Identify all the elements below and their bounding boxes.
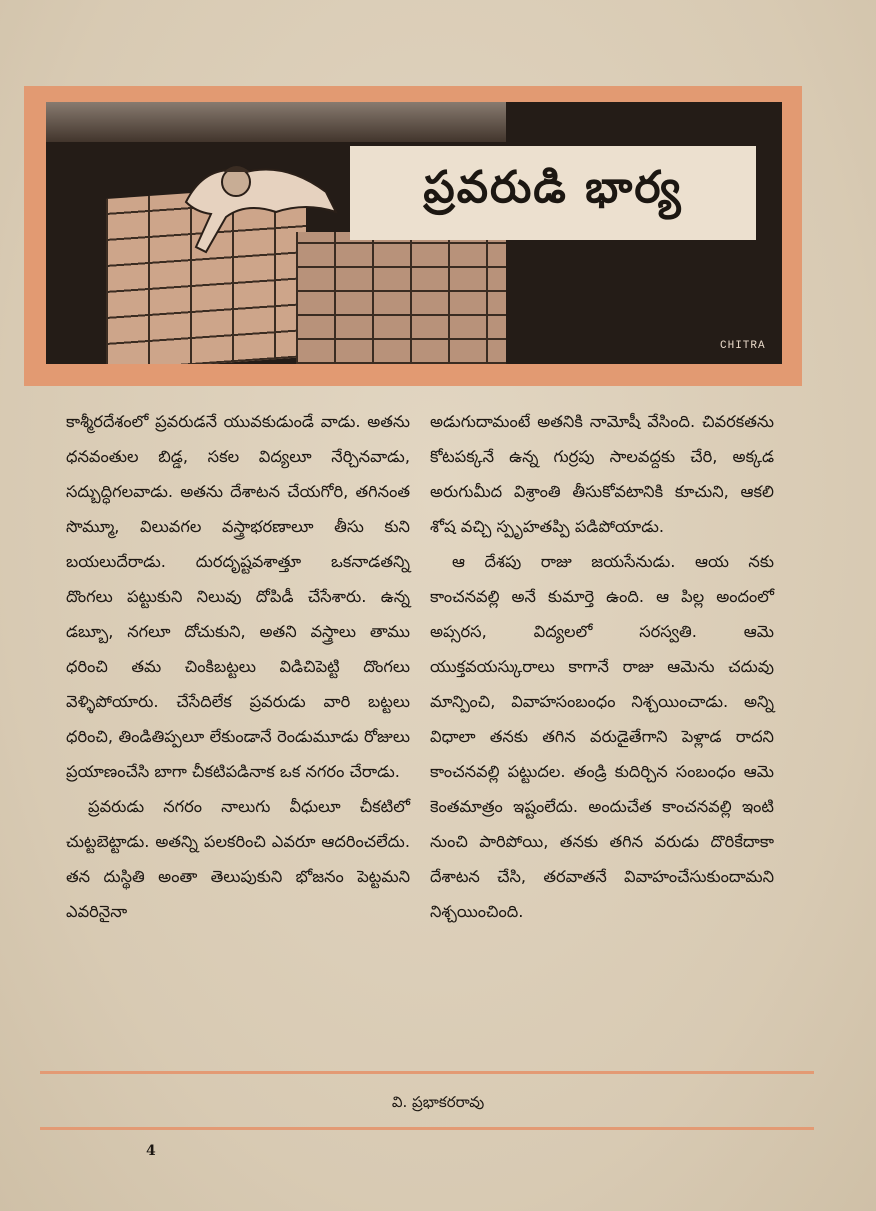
author-byline: వి. ప్రభాకరరావు — [391, 1093, 485, 1111]
right-column — [430, 404, 774, 929]
paragraph: ప్రవరుడు నగరం నాలుగు వీధులూ చీకటిలో చుట్టబెట్టాడు. అతన్ని పలకరించి ఎవరూ ఆదరించలేదు. తన దుస్థితి అంతా తెలుపుకుని భోజనం పెట్టమని ఎవరినైనా — [66, 797, 410, 921]
collapsed-man-illustration — [166, 142, 356, 262]
illustration — [46, 102, 782, 364]
page-number: 4 — [146, 1143, 156, 1159]
article-title: ప్రవరుడి భార్య — [423, 162, 683, 213]
article-body — [66, 404, 806, 1054]
divider-bottom — [40, 1127, 814, 1130]
left-column — [66, 404, 410, 929]
title-banner — [24, 86, 802, 386]
paragraph: అడుగుదామంటే అతనికి నామోషీ వేసింది. చివరకతను కోటపక్కనే ఉన్న గుర్రపు సాలవద్దకు చేరి, అక్కడ అరుగుమీద విశ్రాంతి తీసుకోవటానికి కూచుని, ఆకలి శోష వచ్చి స్పృహతప్పి పడిపోయాడు. — [430, 412, 774, 536]
illustration-sky — [46, 102, 506, 142]
paragraph: ఆ దేశపు రాజు జయసేనుడు. ఆయ నకు కాంచనవల్లి అనే కుమార్తె ఉంది. ఆ పిల్ల అందంలో అప్సరస, విద్యలలో సరస్వతి. ఆమె యుక్తవయస్కురాలు కాగానే రాజు ఆమెను చదువు మాన్పించి, వివాహసంబంధం నిశ్చయించాడు. అన్ని విధాలా తనకు తగిన వరుడైతేగాని పెళ్లాడ రాదని కాంచనవల్లి పట్టుదల. తండ్రి కుదిర్చిన సంబంధం ఆమె కెంతమాత్రం ఇష్టంలేదు. అందుచేత కాంచనవల్లి ఇంటి నుంచి పారిపోయి, తనకు తగిన వరుడు దొరికేదాకా దేశాటన చేసి, తరవాతనే వివాహంచేసుకుందామని నిశ్చయించింది. — [430, 552, 774, 921]
paragraph: కాశ్మీరదేశంలో ప్రవరుడనే యువకుడుండే వాడు. అతను ధనవంతుల బిడ్డ, సకల విద్యలూ నేర్చినవాడు, సద్బుద్ధిగలవాడు. అతను దేశాటన చేయగోరి, తగినంత సొమ్మూ, విలువగల వస్త్రాభరణాలూ తీసు కుని బయలుదేరాడు. దురదృష్టవశాత్తూ ఒకనాడతన్ని దొంగలు పట్టుకుని నిలువు దోపిడీ చేసేశారు. ఉన్న డబ్బూ, నగలూ దోచుకుని, అతని వస్త్రాలు తాము ధరించి తమ చింకిబట్టలు విడిచిపెట్టి దొంగలు వెళ్ళిపోయారు. చేసేదిలేక ప్రవరుడు వారి బట్టలు ధరించి, తిండితిప్పలూ లేకుండానే రెండుమూడు రోజులు ప్రయాణంచేసి బాగా చీకటిపడినాక ఒక నగరం చేరాడు. — [66, 412, 410, 781]
divider-top — [40, 1071, 814, 1074]
artist-signature: CHITRA — [720, 340, 766, 352]
title-box — [350, 146, 756, 240]
